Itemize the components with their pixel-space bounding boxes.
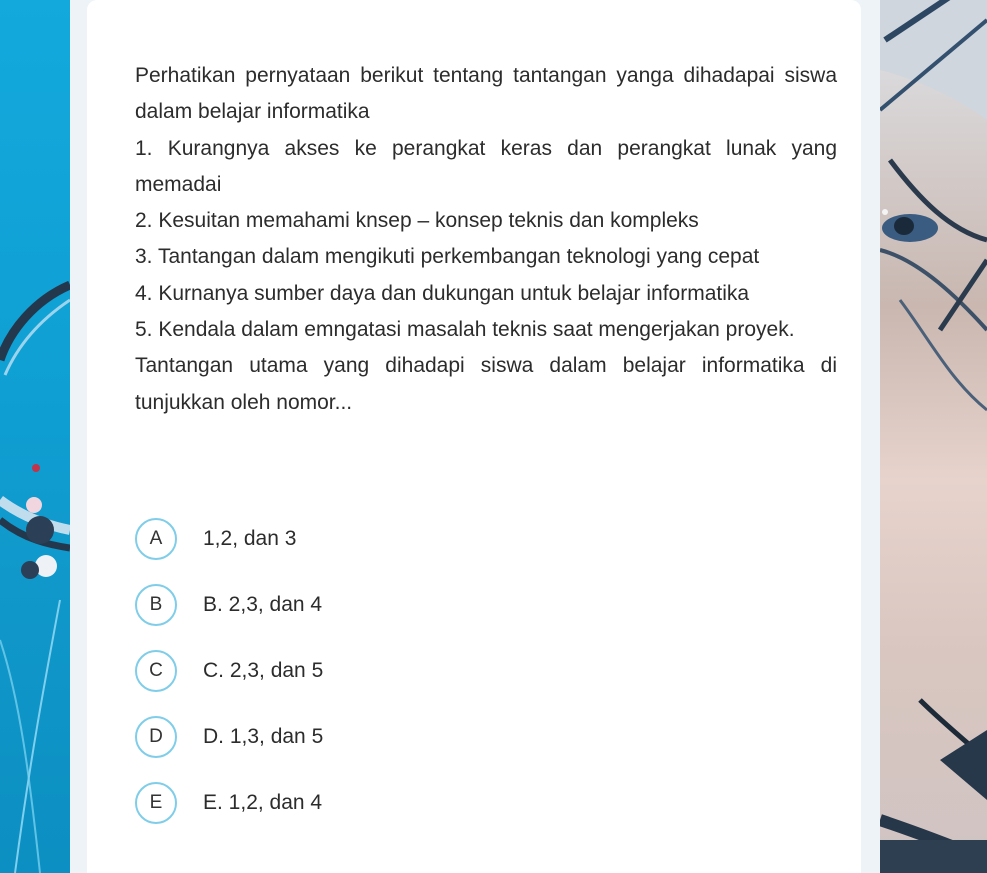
background-art-left	[0, 0, 70, 873]
option-e-radio[interactable]: E	[135, 782, 177, 824]
question-text	[135, 58, 837, 421]
option-a[interactable]	[135, 514, 815, 564]
statement-3: 3. Tantangan dalam mengikuti perkembangan teknologi yang cepat	[135, 245, 760, 269]
option-b-radio[interactable]: B	[135, 584, 177, 626]
option-d-radio[interactable]: D	[135, 716, 177, 758]
option-d[interactable]	[135, 712, 815, 762]
option-e-label[interactable]: E. 1,2, dan 4	[203, 791, 323, 814]
question-card	[87, 0, 861, 873]
statement-2: 2. Kesuitan memahami knsep – konsep teknis dan kompleks	[135, 209, 699, 233]
option-b-label[interactable]: B. 2,3, dan 4	[203, 593, 323, 616]
statement-1: 1. Kurangnya akses ke perangkat keras dan perangkat lunak yang memadai	[135, 136, 837, 196]
option-b[interactable]	[135, 580, 815, 630]
background-art-right	[880, 0, 987, 873]
question-intro: Perhatikan pernyataan berikut tentang tantangan yanga dihadapai siswa dalam belajar informatika	[135, 64, 837, 124]
option-a-radio[interactable]: A	[135, 518, 177, 560]
statement-4: 4. Kurnanya sumber daya dan dukungan untuk belajar informatika	[135, 281, 750, 305]
option-c-label[interactable]: C. 2,3, dan 5	[203, 659, 324, 682]
answer-options	[135, 514, 815, 844]
option-d-label[interactable]: D. 1,3, dan 5	[203, 725, 324, 748]
option-c[interactable]	[135, 646, 815, 696]
option-e[interactable]	[135, 778, 815, 828]
option-c-radio[interactable]: C	[135, 650, 177, 692]
question-prompt: Tantangan utama yang dihadapi siswa dalam belajar informatika di tunjukkan oleh nomor...	[135, 354, 837, 414]
option-a-label[interactable]: 1,2, dan 3	[203, 527, 297, 550]
statement-5: 5. Kendala dalam emngatasi masalah teknis saat mengerjakan proyek.	[135, 318, 795, 342]
